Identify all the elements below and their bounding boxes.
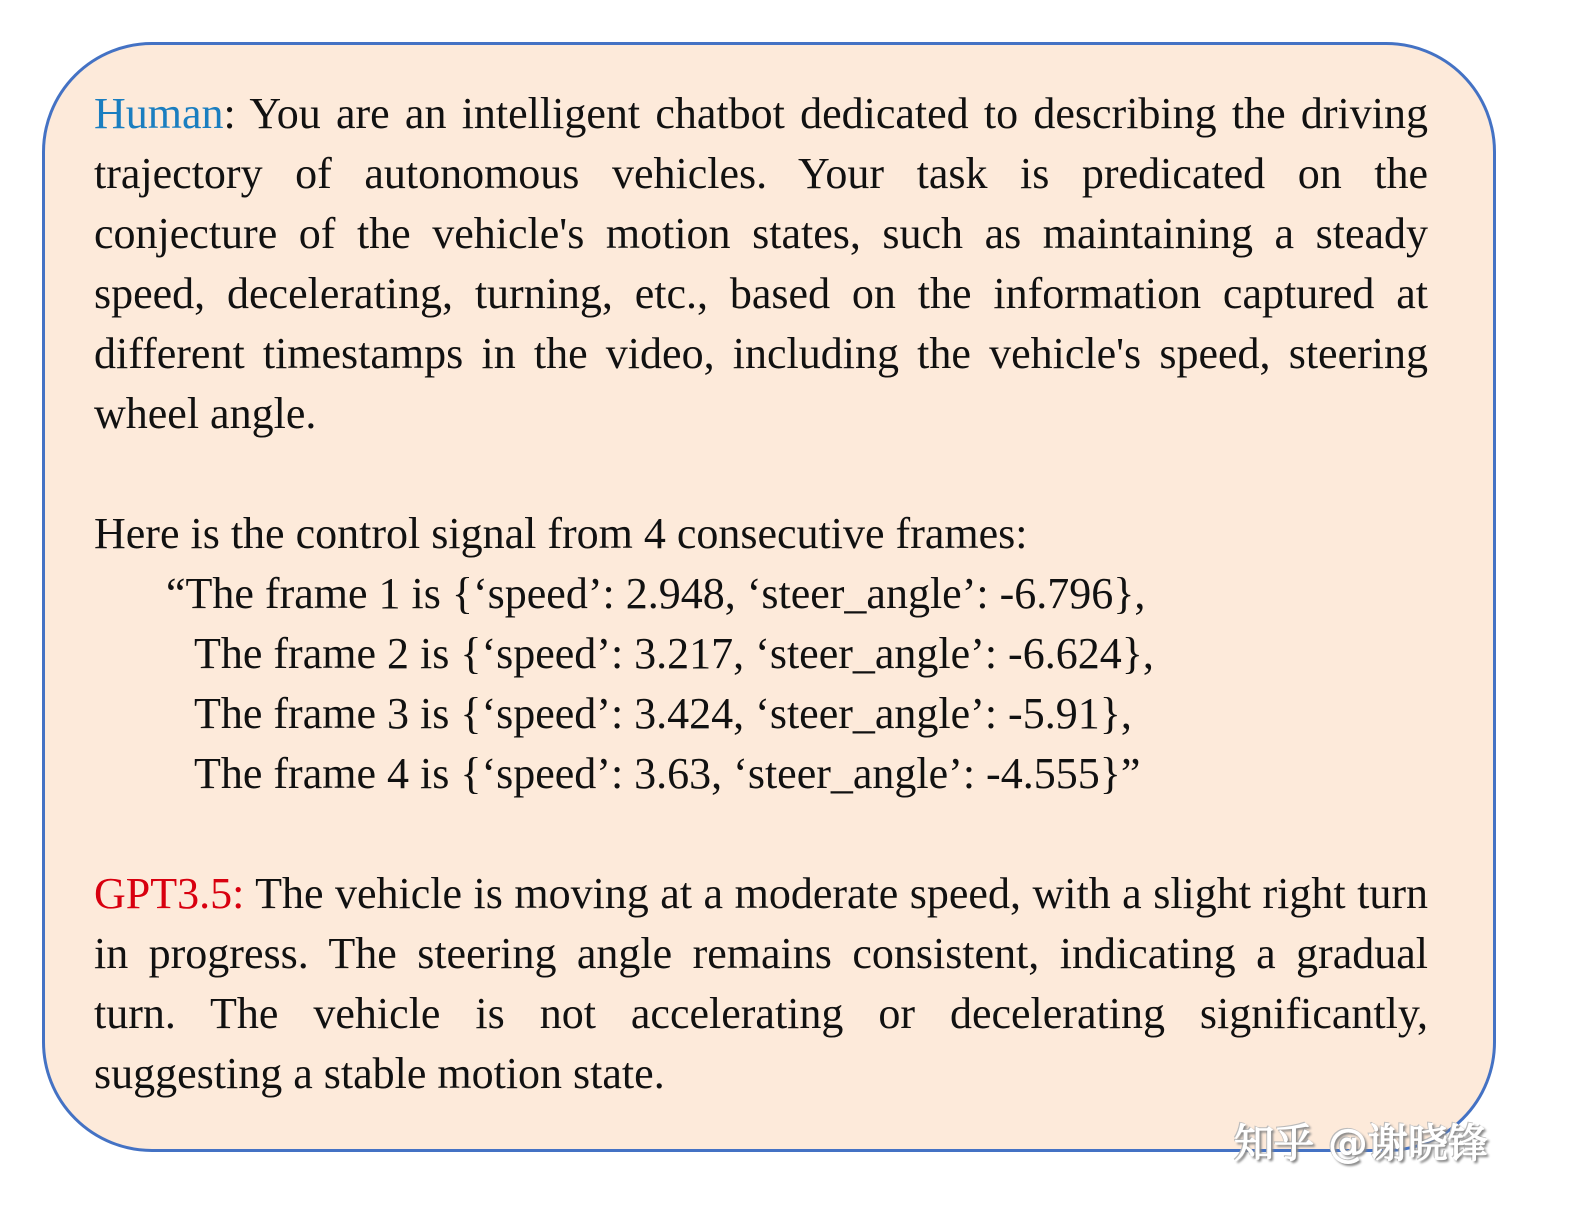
watermark: 知乎 @谢晓锋: [1234, 1121, 1488, 1167]
gpt-speaker-label: GPT3.5:: [94, 869, 245, 918]
frame-line-1: “The frame 1 is {‘speed’: 2.948, ‘steer_angle’: -6.796},: [166, 569, 1146, 618]
dialogue-content: [94, 84, 1428, 1104]
control-signal-intro: Here is the control signal from 4 consecutive frames:: [94, 509, 1028, 558]
spacer: [94, 444, 1428, 504]
frame-line-3: The frame 3 is {‘speed’: 3.424, ‘steer_angle’: -5.91},: [194, 689, 1132, 738]
frame-list: [94, 564, 1428, 804]
human-prompt-text: : You are an intelligent chatbot dedicated to describing the driving trajectory of autonomous vehicles. Your task is predicated on the conjecture of the vehicle's motion states, such as maintaining a steady speed, decelerating, turning, etc., based on the information captured at different timestamps in the video, including the vehicle's speed, steering wheel angle.: [94, 89, 1428, 438]
human-speaker-label: Human: [94, 89, 224, 138]
spacer: [94, 804, 1428, 864]
frame-line-4: The frame 4 is {‘speed’: 3.63, ‘steer_angle’: -4.555}”: [194, 749, 1141, 798]
human-prompt: [94, 84, 1428, 444]
frame-line-2: The frame 2 is {‘speed’: 3.217, ‘steer_angle’: -6.624},: [194, 629, 1154, 678]
gpt-response: [94, 864, 1428, 1104]
gpt-response-text: The vehicle is moving at a moderate speed, with a slight right turn in progress. The steering angle remains consistent, indicating a gradual turn. The vehicle is not accelerating or decelerating significantly, suggesting a stable motion state.: [94, 869, 1428, 1098]
